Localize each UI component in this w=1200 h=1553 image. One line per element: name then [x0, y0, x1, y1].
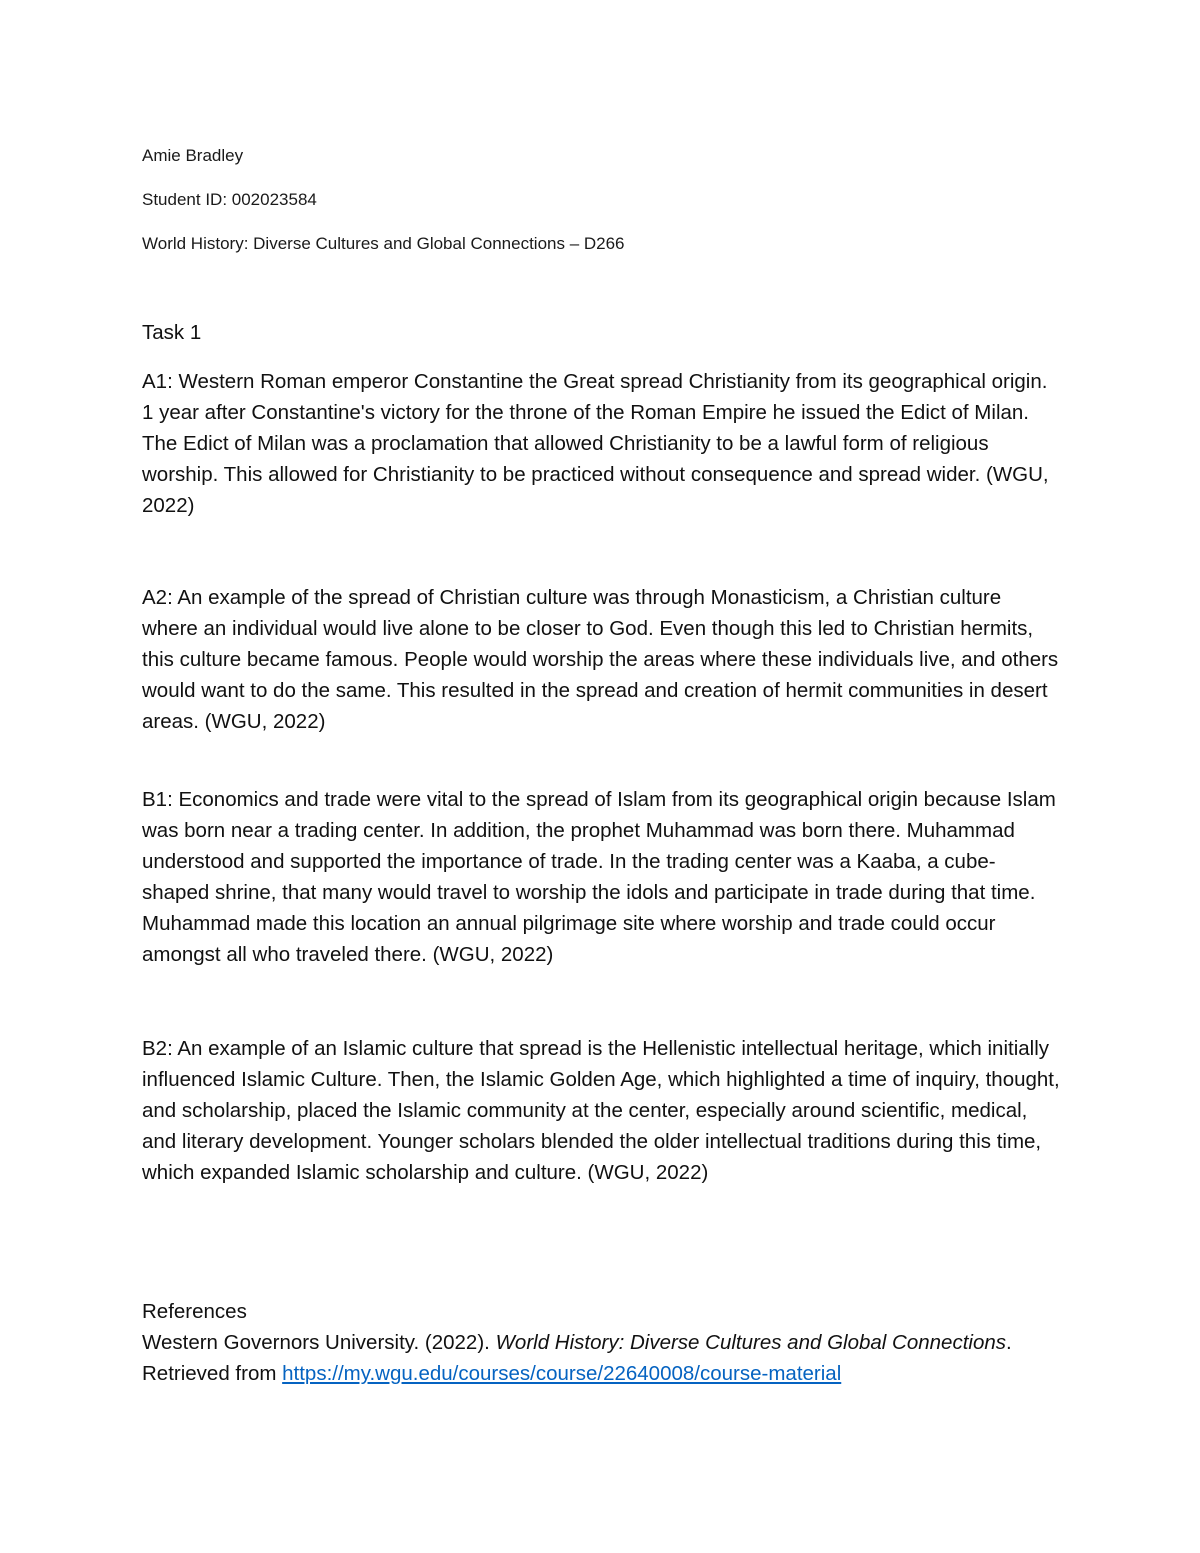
- author-name: Amie Bradley: [142, 146, 244, 165]
- reference-retrieved: [142, 1358, 1082, 1389]
- section-a1-text: A1: Western Roman emperor Constantine the Great spread Christianity from its geographical origin. 1 year after Constantine's victory for the throne of the Roman Empire he issued the Edict of Milan. The Edict of Milan was a proclamation that allowed Christianity to be a lawful form of religious worship. This allowed for Christianity to be practiced without consequence and spread wider. (WGU, 2022): [142, 370, 1049, 517]
- reference-link[interactable]: https://my.wgu.edu/courses/course/22640008/course-material: [282, 1362, 842, 1385]
- reference-retrieved-prefix: Retrieved from: [142, 1362, 283, 1385]
- reference-period: .: [1006, 1331, 1012, 1354]
- task-heading: Task 1: [142, 321, 202, 344]
- reference-author-year: Western Governors University. (2022).: [142, 1331, 496, 1354]
- section-b2: [142, 1033, 1062, 1188]
- course-title: World History: Diverse Cultures and Global Connections – D266: [142, 234, 625, 253]
- references-section: [142, 1296, 1082, 1389]
- section-b2-text: B2: An example of an Islamic culture that spread is the Hellenistic intellectual heritage, which initially influenced Islamic Culture. Then, the Islamic Golden Age, which highlighted a time of inquiry, thought, and scholarship, placed the Islamic community at the center, especially around scientific, medical, and literary development. Younger scholars blended the older intellectual traditions during this time, which expanded Islamic scholarship and culture. (WGU, 2022): [142, 1037, 1060, 1184]
- section-b1-text: B1: Economics and trade were vital to the spread of Islam from its geographical origin because Islam was born near a trading center. In addition, the prophet Muhammad was born there. Muhammad understood and supported the importance of trade. In the trading center was a Kaaba, a cube-shaped shrine, that many would travel to worship the idols and participate in trade during that time. Muhammad made this location an annual pilgrimage site where worship and trade could occur amongst all who traveled there. (WGU, 2022): [142, 788, 1056, 966]
- section-a2-text: A2: An example of the spread of Christian culture was through Monasticism, a Christian culture where an individual would live alone to be closer to God. Even though this led to Christian hermits, this culture became famous. People would worship the areas where these individuals live, and others would want to do the same. This resulted in the spread and creation of hermit communities in desert areas. (WGU, 2022): [142, 586, 1059, 733]
- student-id: Student ID: 002023584: [142, 190, 317, 209]
- section-b1: [142, 784, 1062, 970]
- reference-entry: [142, 1327, 1082, 1358]
- reference-work-title: World History: Diverse Cultures and Global Connections: [495, 1331, 1006, 1354]
- section-a2: [142, 582, 1062, 737]
- section-a1: [142, 366, 1062, 521]
- references-heading: References: [142, 1300, 247, 1323]
